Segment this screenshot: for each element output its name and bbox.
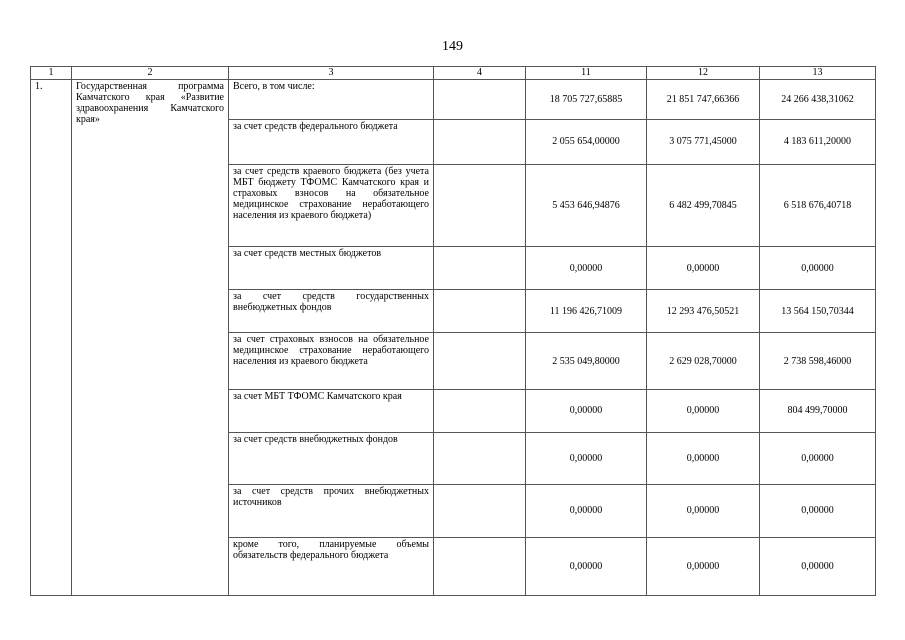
cell-col12: 12 293 476,50521	[647, 290, 760, 333]
row-label: за счет средств государственных внебюджетных фондов	[229, 290, 434, 333]
row-label: за счет средств прочих внебюджетных источников	[229, 485, 434, 537]
cell-col12: 0,00000	[647, 246, 760, 289]
cell-col11: 0,00000	[526, 389, 647, 432]
cell-col4	[434, 389, 526, 432]
row-label: за счет средств краевого бюджета (без учета МБТ бюджету ТФОМС Камчатского края и страховых взносов на обязательное медицинское страхование неработающего населения из краевого бюджета)	[229, 164, 434, 246]
cell-col13: 0,00000	[760, 246, 876, 289]
header-cell: 12	[647, 67, 760, 80]
program-name: Государственная программа Камчатского края «Развитие здравоохранения Камчатского края»	[72, 80, 229, 596]
cell-col12: 0,00000	[647, 485, 760, 537]
cell-col11: 11 196 426,71009	[526, 290, 647, 333]
table-row	[31, 80, 876, 120]
cell-col13: 804 499,70000	[760, 389, 876, 432]
cell-col11: 0,00000	[526, 485, 647, 537]
cell-col4	[434, 290, 526, 333]
header-cell: 11	[526, 67, 647, 80]
row-index: 1.	[31, 80, 72, 596]
cell-col4	[434, 120, 526, 164]
cell-col11: 2 535 049,80000	[526, 333, 647, 389]
cell-col4	[434, 485, 526, 537]
page-number: 149	[442, 39, 463, 54]
header-cell: 3	[229, 67, 434, 80]
cell-col13: 4 183 611,20000	[760, 120, 876, 164]
header-cell: 13	[760, 67, 876, 80]
cell-col12: 2 629 028,70000	[647, 333, 760, 389]
cell-col12: 6 482 499,70845	[647, 164, 760, 246]
cell-col4	[434, 246, 526, 289]
cell-col4	[434, 333, 526, 389]
cell-col12: 0,00000	[647, 389, 760, 432]
cell-col4	[434, 164, 526, 246]
row-label: за счет средств внебюджетных фондов	[229, 433, 434, 485]
header-cell: 2	[72, 67, 229, 80]
cell-col12: 0,00000	[647, 433, 760, 485]
cell-col4	[434, 80, 526, 120]
cell-col11: 0,00000	[526, 246, 647, 289]
cell-col13: 0,00000	[760, 537, 876, 595]
cell-col13: 24 266 438,31062	[760, 80, 876, 120]
cell-col11: 2 055 654,00000	[526, 120, 647, 164]
row-label: за счет средств федерального бюджета	[229, 120, 434, 164]
cell-col13: 6 518 676,40718	[760, 164, 876, 246]
row-label: за счет страховых взносов на обязательное медицинское страхование неработающего населения из краевого бюджета	[229, 333, 434, 389]
row-label: Всего, в том числе:	[229, 80, 434, 120]
cell-col12: 0,00000	[647, 537, 760, 595]
cell-col12: 21 851 747,66366	[647, 80, 760, 120]
cell-col12: 3 075 771,45000	[647, 120, 760, 164]
cell-col11: 18 705 727,65885	[526, 80, 647, 120]
row-label: за счет средств местных бюджетов	[229, 246, 434, 289]
cell-col4	[434, 433, 526, 485]
header-row	[31, 67, 876, 80]
cell-col11: 5 453 646,94876	[526, 164, 647, 246]
cell-col11: 0,00000	[526, 433, 647, 485]
cell-col4	[434, 537, 526, 595]
cell-col13: 2 738 598,46000	[760, 333, 876, 389]
row-label: кроме того, планируемые объемы обязательств федерального бюджета	[229, 537, 434, 595]
cell-col13: 0,00000	[760, 433, 876, 485]
budget-table	[30, 66, 876, 596]
header-cell: 4	[434, 67, 526, 80]
header-cell: 1	[31, 67, 72, 80]
cell-col13: 0,00000	[760, 485, 876, 537]
cell-col11: 0,00000	[526, 537, 647, 595]
cell-col13: 13 564 150,70344	[760, 290, 876, 333]
row-label: за счет МБТ ТФОМС Камчатского края	[229, 389, 434, 432]
